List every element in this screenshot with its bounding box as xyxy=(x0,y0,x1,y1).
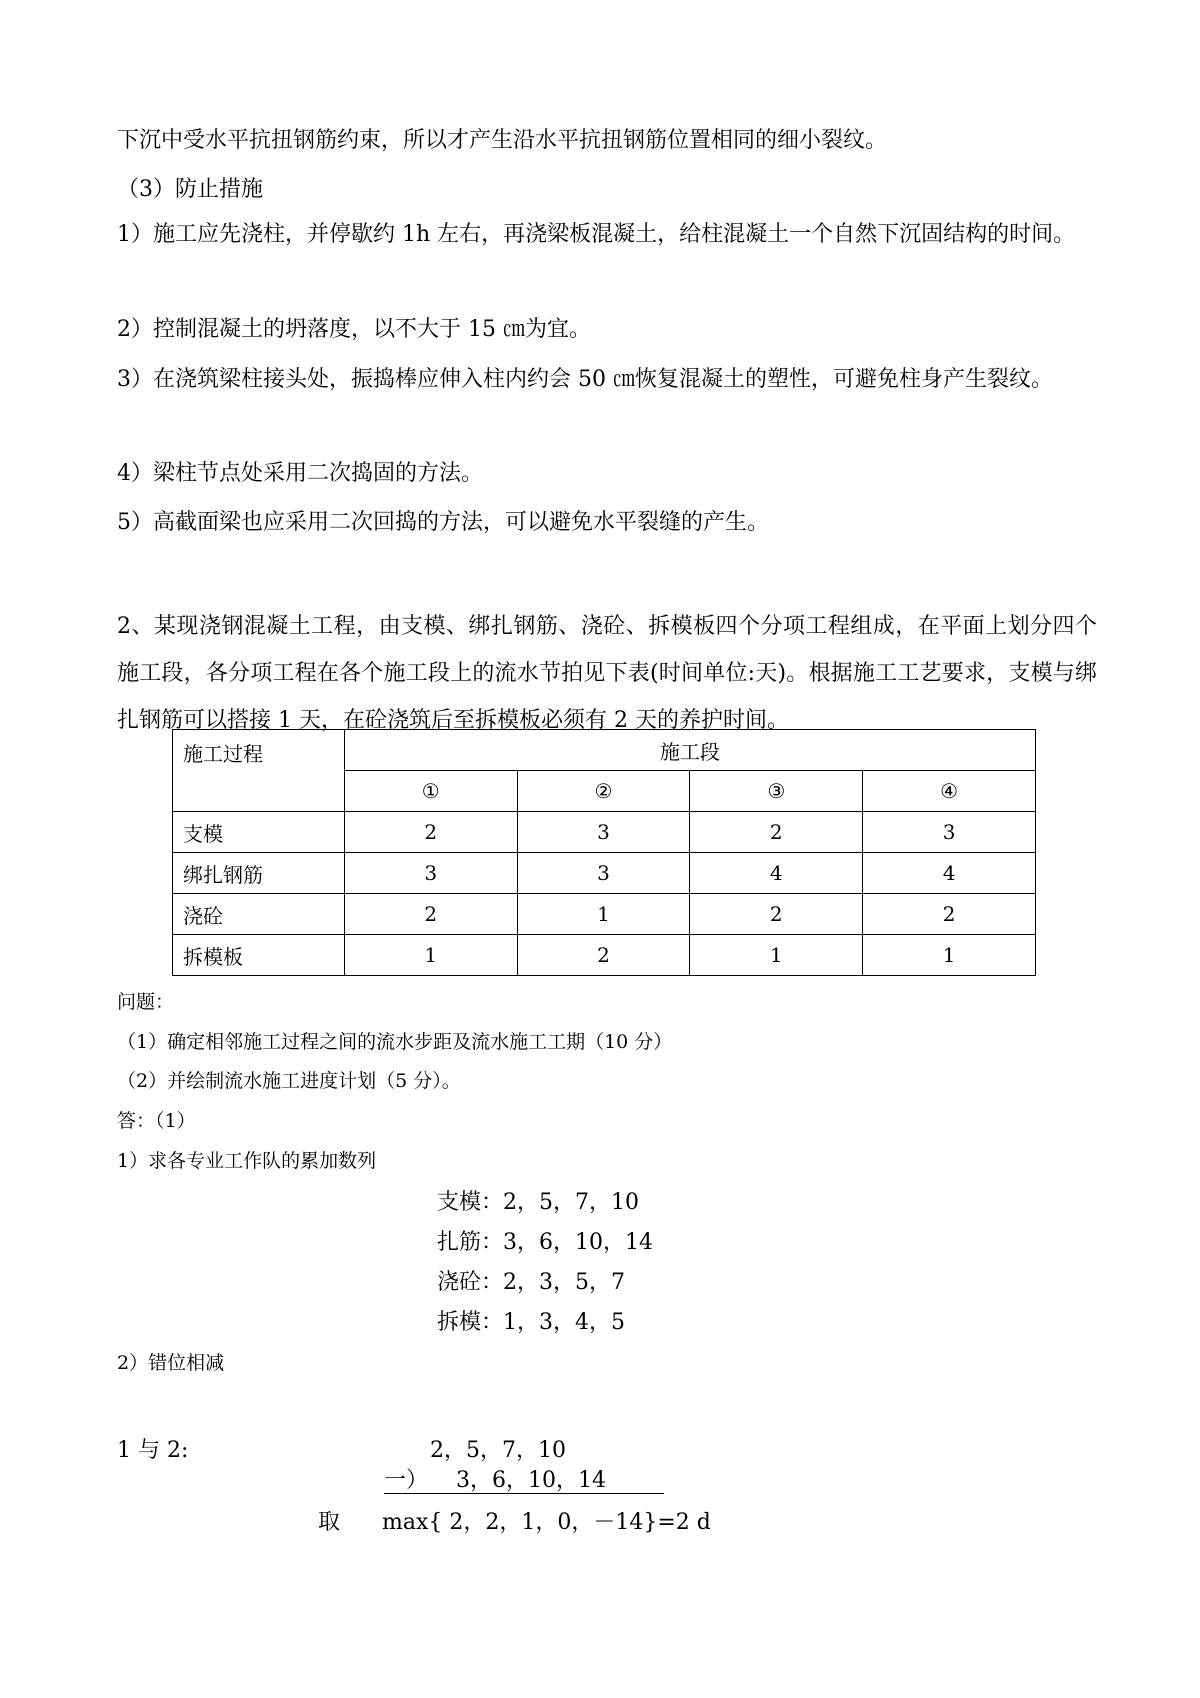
measure-1: 1）施工应先浇柱，并停歇约 1h 左右，再浇梁板混凝土，给柱混凝土一个自然下沉固结构的时间。 xyxy=(117,222,1076,247)
process-name: 浇砼 xyxy=(173,894,345,935)
table-cell: 2 xyxy=(690,894,863,935)
sequence-demold: 拆模：1，3，4，5 xyxy=(437,1310,625,1335)
table-cell: 1 xyxy=(344,935,517,976)
table-cell: 3 xyxy=(517,853,690,894)
table-cell: 3 xyxy=(863,812,1036,853)
table-row xyxy=(173,812,1036,853)
process-name: 绑扎钢筋 xyxy=(173,853,345,894)
table-row xyxy=(173,935,1036,976)
question-2: （2）并绘制流水施工进度计划（5 分）。 xyxy=(117,1070,461,1092)
table-row xyxy=(173,894,1036,935)
table-cell: 1 xyxy=(517,894,690,935)
process-name: 支模 xyxy=(173,812,345,853)
subtraction-line xyxy=(384,1493,664,1494)
result-row: max{ 2，2，1，0，－14}=2 d xyxy=(382,1510,711,1535)
table-cell: 2 xyxy=(690,812,863,853)
questions-title: 问题： xyxy=(117,991,175,1013)
table-cell: 2 xyxy=(344,812,517,853)
segment-header: ② xyxy=(517,771,690,812)
segment-header: ④ xyxy=(863,771,1036,812)
problem-2-statement: 2、某现浇钢混凝土工程，由支模、绑扎钢筋、浇砼、拆模板四个分项工程组成，在平面上划分四个施工段，各分项工程在各个施工段上的流水节拍见下表(时间单位:天)。根据施工工艺要求，支模与绑扎钢筋可以搭接 1 天，在砼浇筑后至拆模板必须有 2 天的养护时间。 xyxy=(117,614,1097,733)
sequence-rebar: 扎筋：3，6，10，14 xyxy=(437,1230,653,1255)
subtrahend-row: 一） 3，6，10，14 xyxy=(384,1468,606,1493)
table-cell: 3 xyxy=(344,853,517,894)
question-1: （1）确定相邻施工过程之间的流水步距及流水施工工期（10 分） xyxy=(117,1031,673,1053)
pair-label: 1 与 2: xyxy=(117,1438,189,1463)
table-cell: 1 xyxy=(690,935,863,976)
segment-header: ① xyxy=(344,771,517,812)
table-row xyxy=(173,853,1036,894)
flow-beat-table xyxy=(172,729,1036,976)
table-cell: 1 xyxy=(863,935,1036,976)
header-segments: 施工段 xyxy=(344,730,1035,771)
take-label: 取 xyxy=(318,1510,341,1535)
table-cell: 4 xyxy=(863,853,1036,894)
table-cell: 3 xyxy=(517,812,690,853)
segment-header: ③ xyxy=(690,771,863,812)
answer-step-1: 1）求各专业工作队的累加数列 xyxy=(117,1150,377,1172)
table-cell: 2 xyxy=(517,935,690,976)
table-cell: 2 xyxy=(344,894,517,935)
answer-title: 答：（1） xyxy=(117,1110,196,1132)
sequence-concrete: 浇砼：2，3，5，7 xyxy=(437,1270,625,1295)
table-cell: 2 xyxy=(863,894,1036,935)
header-process: 施工过程 xyxy=(173,730,345,812)
section-heading-prevention: （3）防止措施 xyxy=(117,177,263,202)
table-cell: 4 xyxy=(690,853,863,894)
process-name: 拆模板 xyxy=(173,935,345,976)
answer-step-2: 2）错位相减 xyxy=(117,1352,225,1374)
text-line-1: 下沉中受水平抗扭钢筋约束，所以才产生沿水平抗扭钢筋位置相同的细小裂纹。 xyxy=(117,128,888,153)
sequence-formwork: 支模：2，5，7，10 xyxy=(437,1190,639,1215)
minuend-row: 2，5，7，10 xyxy=(430,1438,566,1463)
measure-2: 2）控制混凝土的坍落度，以不大于 15 ㎝为宜。 xyxy=(117,317,591,342)
measure-3: 3）在浇筑梁柱接头处，振捣棒应伸入柱内约会 50 ㎝恢复混凝土的塑性，可避免柱身产生裂纹。 xyxy=(117,367,1053,392)
measure-4: 4）梁柱节点处采用二次捣固的方法。 xyxy=(117,461,483,486)
measure-5: 5）高截面梁也应采用二次回捣的方法，可以避免水平裂缝的产生。 xyxy=(117,510,769,535)
